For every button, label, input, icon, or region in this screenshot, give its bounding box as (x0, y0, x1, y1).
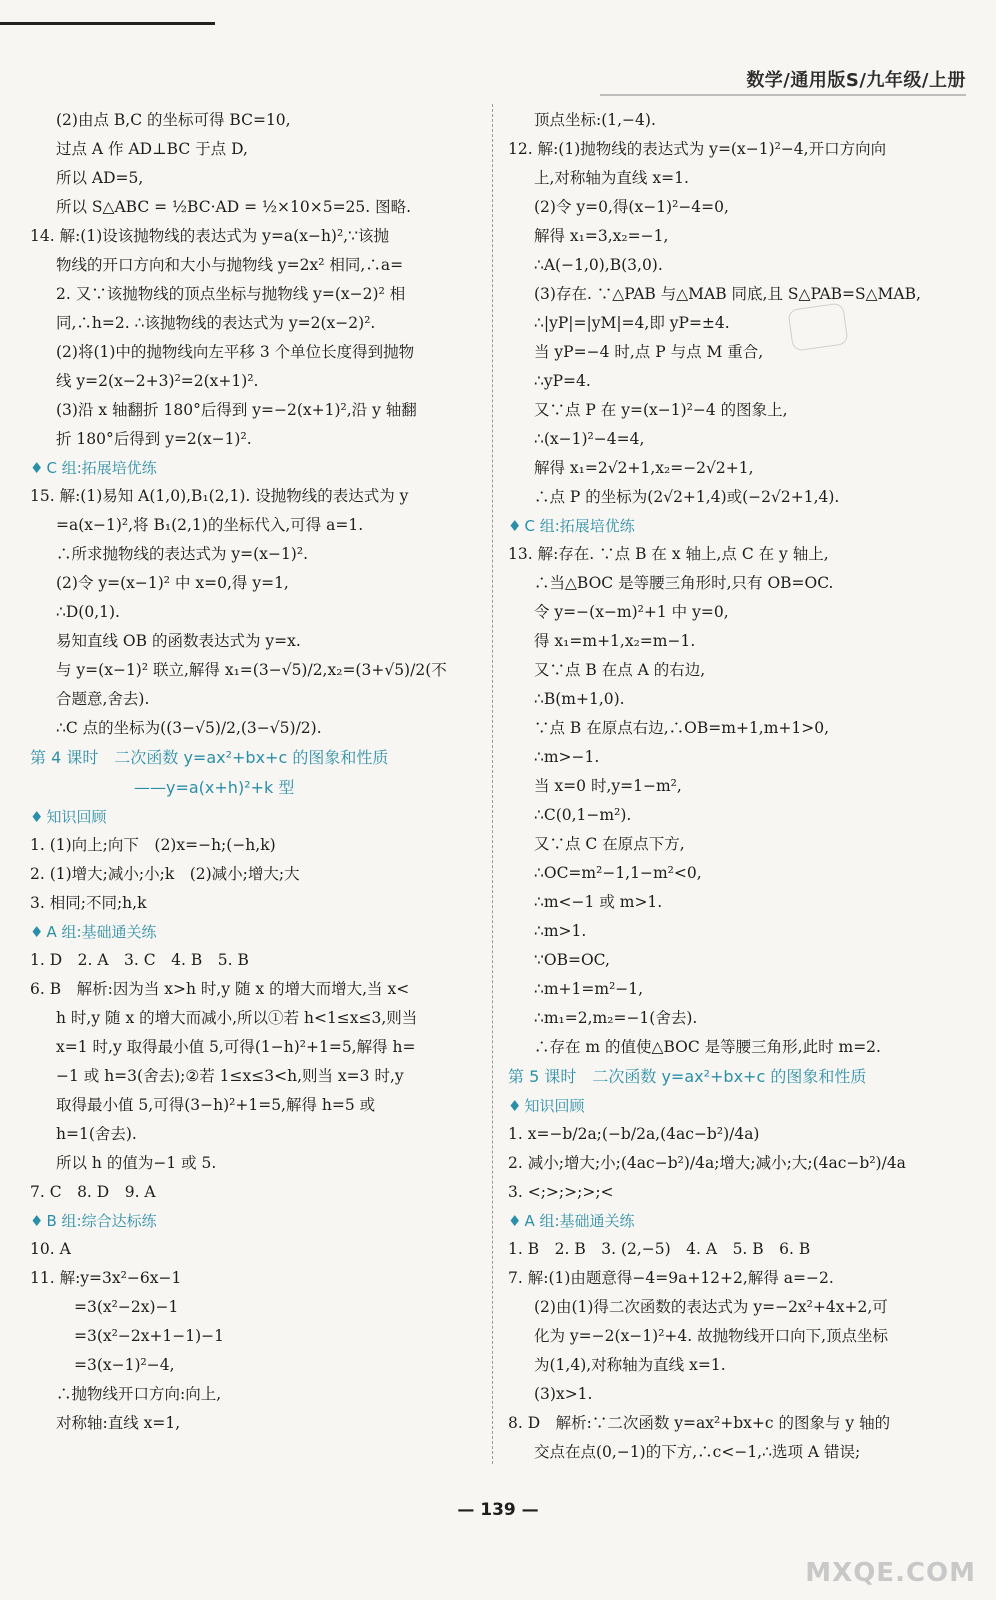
diamond-icon: ♦ (30, 1212, 44, 1230)
answer-line: 所以 h 的值为−1 或 5. (56, 1154, 217, 1172)
answer-line: 3. <;>;>;>;< (508, 1183, 614, 1201)
answer-line: (3)存在. ∵△PAB 与△MAB 同底,且 S△PAB=S△MAB, (534, 285, 921, 303)
answer-line: 12. 解:(1)抛物线的表达式为 y=(x−1)²−4,开口方向向 (508, 140, 887, 158)
answer-line: 上,对称轴为直线 x=1. (534, 169, 689, 187)
answer-line: 线 y=2(x−2+3)²=2(x+1)². (56, 372, 259, 390)
answer-line: 当 x=0 时,y=1−m², (534, 777, 682, 795)
answer-line: 所以 S△ABC = ½BC·AD = ½×10×5=25. 图略. (56, 198, 412, 216)
answer-line: (3)沿 x 轴翻折 180°后得到 y=−2(x+1)²,沿 y 轴翻 (56, 401, 417, 419)
diamond-icon: ♦ (508, 1097, 522, 1115)
answer-line: 折 180°后得到 y=2(x−1)². (56, 430, 252, 448)
answer-line: (2)令 y=0,得(x−1)²−4=0, (534, 198, 729, 216)
answer-line: ∴|yP|=|yM|=4,即 yP=±4. (534, 314, 730, 332)
answer-line: h=1(舍去). (56, 1125, 137, 1143)
answer-line: 3. 相同;不同;h,k (30, 894, 147, 912)
answer-line: 1. (1)向上;向下 (2)x=−h;(−h,k) (30, 836, 276, 854)
page-header: 数学/通用版S/九年级/上册 (746, 70, 966, 91)
top-edge-bar (0, 22, 215, 25)
answer-line: 2. (1)增大;减小;小;k (2)减小;增大;大 (30, 865, 300, 883)
section-heading (30, 918, 478, 946)
answer-line: h 时,y 随 x 的增大而减小,所以①若 h<1≤x≤3,则当 (56, 1009, 418, 1027)
answer-line: ∴抛物线开口方向:向上, (56, 1385, 222, 1403)
diamond-icon: ♦ (30, 808, 44, 826)
diamond-icon: ♦ (508, 1212, 522, 1230)
answer-line: 15. 解:(1)易知 A(1,0),B₁(2,1). 设抛物线的表达式为 y (30, 487, 409, 505)
right-column (508, 106, 970, 1467)
stamp-mark (787, 302, 848, 351)
answer-line: (2)由(1)得二次函数的表达式为 y=−2x²+4x+2,可 (534, 1298, 888, 1316)
section-heading (30, 803, 478, 831)
answer-line: ∴(x−1)²−4=4, (534, 430, 645, 448)
answer-line: =3(x−1)²−4, (74, 1356, 175, 1374)
section-heading (30, 1207, 478, 1235)
section-heading-text: C 组:拓展培优练 (524, 517, 635, 535)
answer-line: 解得 x₁=3,x₂=−1, (534, 227, 669, 245)
answer-line: ∴OC=m²−1,1−m²<0, (534, 864, 702, 882)
answer-line: ∵点 B 在原点右边,∴OB=m+1,m+1>0, (534, 719, 830, 737)
answer-line: 又∵点 P 在 y=(x−1)²−4 的图象上, (534, 401, 788, 419)
answer-line: (2)将(1)中的抛物线向左平移 3 个单位长度得到抛物 (56, 343, 415, 361)
column-divider (492, 104, 493, 1464)
answer-line: 1. x=−b/2a;(−b/2a,(4ac−b²)/4a) (508, 1125, 760, 1143)
answer-line: 取得最小值 5,可得(3−h)²+1=5,解得 h=5 或 (56, 1096, 376, 1114)
answer-line: 得 x₁=m+1,x₂=m−1. (534, 632, 696, 650)
answer-line: =3(x²−2x+1−1)−1 (74, 1327, 225, 1345)
answer-line: 化为 y=−2(x−1)²+4. 故抛物线开口向下,顶点坐标 (534, 1327, 889, 1345)
answer-line: ∴m₁=2,m₂=−1(舍去). (534, 1009, 698, 1027)
answer-line: x=1 时,y 取得最小值 5,可得(1−h)²+1=5,解得 h= (56, 1038, 416, 1056)
answer-line: 又∵点 B 在点 A 的右边, (534, 661, 706, 679)
answer-line: 2. 减小;增大;小;(4ac−b²)/4a;增大;减小;大;(4ac−b²)/4a (508, 1154, 906, 1172)
answer-line: ∴所求抛物线的表达式为 y=(x−1)². (56, 545, 308, 563)
answer-line: ∴C(0,1−m²). (534, 806, 632, 824)
answer-line: ∵OB=OC, (534, 951, 610, 969)
answer-line: 1. B 2. B 3. (2,−5) 4. A 5. B 6. B (508, 1240, 811, 1258)
answer-line: ∴m>−1. (534, 748, 600, 766)
answer-line: ∴m+1=m²−1, (534, 980, 644, 998)
answer-line: =a(x−1)²,将 B₁(2,1)的坐标代入,可得 a=1. (56, 516, 364, 534)
answer-line: 解得 x₁=2√2+1,x₂=−2√2+1, (534, 459, 754, 477)
left-column (30, 106, 478, 1438)
answer-line: 1. D 2. A 3. C 4. B 5. B (30, 951, 249, 969)
answer-line: 对称轴:直线 x=1, (56, 1414, 181, 1432)
answer-line: ∴A(−1,0),B(3,0). (534, 256, 663, 274)
answer-line: 8. D 解析:∵二次函数 y=ax²+bx+c 的图象与 y 轴的 (508, 1414, 891, 1432)
lesson-title: ——y=a(x+h)²+k 型 (134, 778, 295, 797)
section-heading (508, 1207, 970, 1235)
answer-line: 2. 又∵该抛物线的顶点坐标与抛物线 y=(x−2)² 相 (56, 285, 406, 303)
answer-line: =3(x²−2x)−1 (74, 1298, 179, 1316)
section-heading (508, 512, 970, 540)
section-heading-text: B 组:综合达标练 (46, 1212, 157, 1230)
answer-line: 同,∴h=2. ∴该抛物线的表达式为 y=2(x−2)². (56, 314, 376, 332)
page-number: — 139 — (457, 1500, 539, 1520)
answer-line: 合题意,舍去). (56, 690, 150, 708)
answer-line: ∴当△BOC 是等腰三角形时,只有 OB=OC. (534, 574, 834, 592)
answer-line: (3)x>1. (534, 1385, 593, 1403)
section-heading-text: A 组:基础通关练 (524, 1212, 635, 1230)
answer-line: 6. B 解析:因为当 x>h 时,y 随 x 的增大而增大,当 x< (30, 980, 410, 998)
section-heading-text: 知识回顾 (524, 1097, 585, 1115)
answer-line: (2)由点 B,C 的坐标可得 BC=10, (56, 111, 291, 129)
answer-line: 过点 A 作 AD⊥BC 于点 D, (56, 140, 248, 158)
answer-line: 14. 解:(1)设该抛物线的表达式为 y=a(x−h)²,∵该抛 (30, 227, 389, 245)
section-heading-text: A 组:基础通关练 (46, 923, 157, 941)
answer-line: 与 y=(x−1)² 联立,解得 x₁=(3−√5)/2,x₂=(3+√5)/2(不 (56, 661, 447, 679)
answer-line: 令 y=−(x−m)²+1 中 y=0, (534, 603, 729, 621)
section-heading (30, 454, 478, 482)
lesson-title: 第 4 课时 二次函数 y=ax²+bx+c 的图象和性质 (30, 748, 389, 767)
answer-line: 所以 AD=5, (56, 169, 144, 187)
answer-line: ∴yP=4. (534, 372, 591, 390)
answer-line: 交点在点(0,−1)的下方,∴c<−1,∴选项 A 错误; (534, 1443, 861, 1461)
answer-line: ∴m<−1 或 m>1. (534, 893, 663, 911)
answer-line: ∴C 点的坐标为((3−√5)/2,(3−√5)/2). (56, 719, 322, 737)
diamond-icon: ♦ (30, 459, 44, 477)
answer-line: 物线的开口方向和大小与抛物线 y=2x² 相同,∴a= (56, 256, 404, 274)
answer-line: (2)令 y=(x−1)² 中 x=0,得 y=1, (56, 574, 289, 592)
answer-line: 7. 解:(1)由题意得−4=9a+12+2,解得 a=−2. (508, 1269, 834, 1287)
answer-line: ∴B(m+1,0). (534, 690, 625, 708)
answer-line: ∴存在 m 的值使△BOC 是等腰三角形,此时 m=2. (534, 1038, 881, 1056)
section-heading-text: C 组:拓展培优练 (46, 459, 157, 477)
answer-line: ∴点 P 的坐标为(2√2+1,4)或(−2√2+1,4). (534, 488, 840, 506)
section-heading-text: 知识回顾 (46, 808, 107, 826)
answer-line: 10. A (30, 1240, 71, 1258)
watermark: MXQE.COM (805, 1558, 976, 1588)
answer-line: ∴m>1. (534, 922, 587, 940)
answer-line: 11. 解:y=3x²−6x−1 (30, 1269, 182, 1287)
answer-line: 当 yP=−4 时,点 P 与点 M 重合, (534, 343, 764, 361)
section-heading (508, 1092, 970, 1120)
answer-line: 又∵点 C 在原点下方, (534, 835, 685, 853)
lesson-title: 第 5 课时 二次函数 y=ax²+bx+c 的图象和性质 (508, 1067, 867, 1086)
answer-line: 易知直线 OB 的函数表达式为 y=x. (56, 632, 301, 650)
answer-line: 为(1,4),对称轴为直线 x=1. (534, 1356, 726, 1374)
answer-line: ∴D(0,1). (56, 603, 120, 621)
diamond-icon: ♦ (30, 923, 44, 941)
answer-line: 13. 解:存在. ∵点 B 在 x 轴上,点 C 在 y 轴上, (508, 545, 829, 563)
answer-line: −1 或 h=3(舍去);②若 1≤x≤3<h,则当 x=3 时,y (56, 1067, 404, 1085)
answer-line: 7. C 8. D 9. A (30, 1183, 156, 1201)
header-rule (600, 94, 966, 96)
answer-line: 顶点坐标:(1,−4). (534, 111, 656, 129)
diamond-icon: ♦ (508, 517, 522, 535)
